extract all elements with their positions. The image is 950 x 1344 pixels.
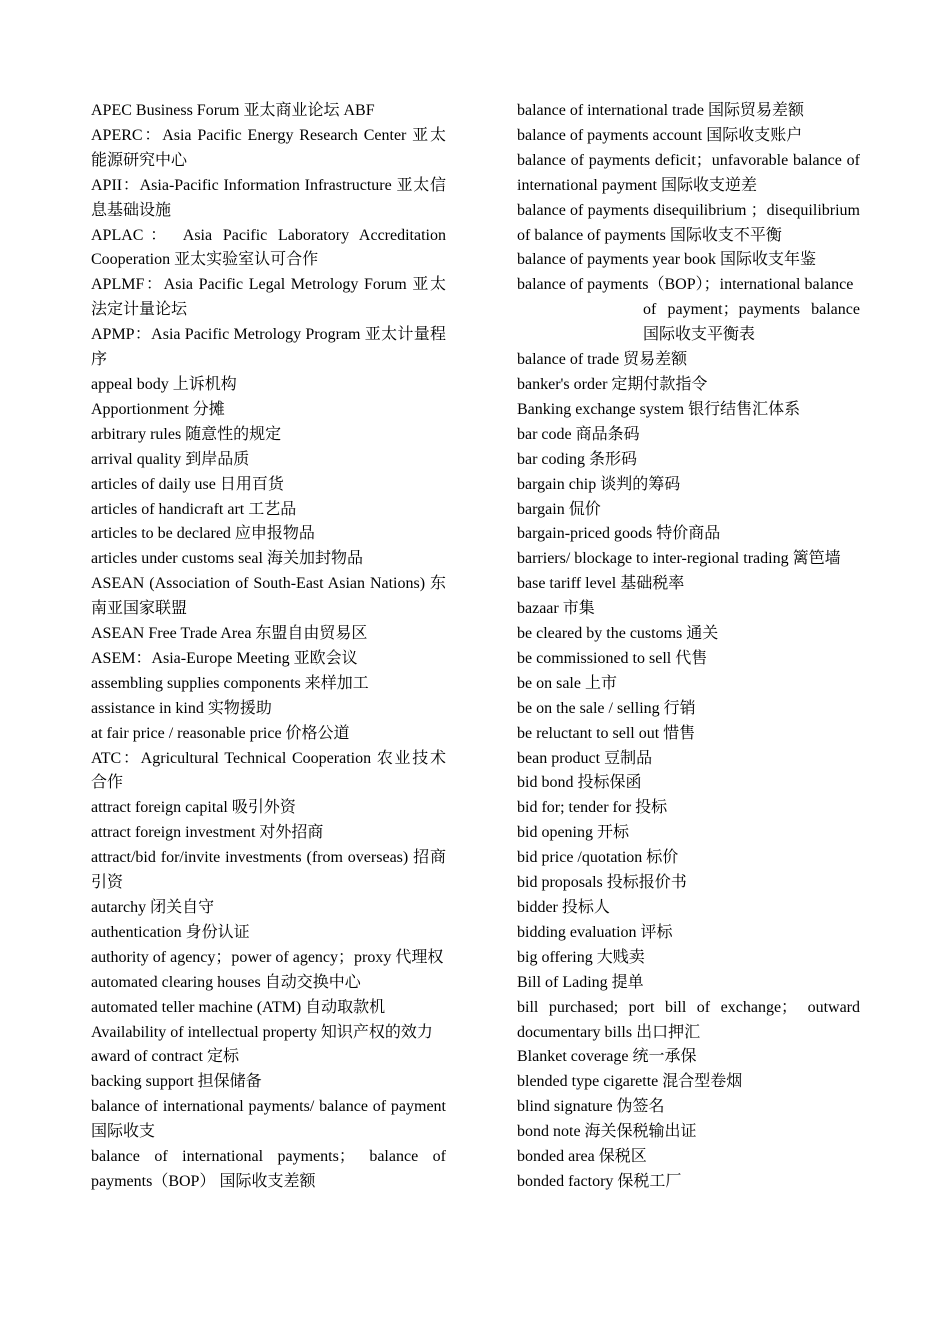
glossary-entry: backing support 担保储备 [91, 1073, 262, 1091]
glossary-entry: autarchy 闭关自守 [91, 899, 215, 916]
glossary-entry: be commissioned to sell 代售 [517, 649, 708, 667]
glossary-entry: be on sale 上市 [517, 674, 617, 692]
glossary-entry: banker's order 定期付款指令 [517, 375, 708, 393]
glossary-entry: Availability of intellectual property 知识产权的效力 [91, 1023, 433, 1041]
glossary-entry: ASEAN Free Trade Area 东盟自由贸易区 [91, 625, 368, 643]
glossary-entry: APMP：Asia Pacific Metrology Program 亚太计量程序 [91, 326, 446, 369]
glossary-entry: bargain-priced goods 特价商品 [517, 525, 721, 543]
glossary-entry: bonded factory 保税工厂 [517, 1172, 682, 1190]
glossary-entry: Banking exchange system 银行结售汇体系 [517, 400, 801, 418]
glossary-entry: arrival quality 到岸品质 [91, 450, 250, 468]
glossary-entry: APEC Business Forum 亚太商业论坛 ABF [91, 102, 375, 119]
glossary-entry: big offering 大贱卖 [517, 948, 645, 966]
glossary-entry: bargain 侃价 [517, 500, 601, 518]
glossary-entry: bargain chip 谈判的筹码 [517, 475, 681, 493]
glossary-entry: balance of payments year book 国际收支年鉴 [517, 251, 817, 269]
glossary-entry: bonded area 保税区 [517, 1148, 647, 1166]
glossary-entry: APII：Asia-Pacific Information Infrastructure 亚太信息基础设施 [91, 176, 446, 219]
glossary-entry: bidding evaluation 评标 [517, 923, 673, 941]
glossary-entry: balance of international trade 国际贸易差额 [517, 102, 805, 119]
glossary-entry: bidder 投标人 [517, 899, 610, 916]
glossary-entry: Blanket coverage 统一承保 [517, 1048, 697, 1066]
glossary-entry: balance of international payments； balance of payments（BOP） 国际收支差额 [91, 1148, 446, 1190]
glossary-entry: blended type cigarette 混合型卷烟 [517, 1073, 743, 1091]
glossary-entry: balance of payments account 国际收支账户 [517, 126, 803, 144]
glossary-entry: be reluctant to sell out 惜售 [517, 724, 696, 742]
glossary-entry: balance of trade 贸易差额 [517, 351, 688, 369]
glossary-entry: bid opening 开标 [517, 824, 629, 842]
glossary-entry: bid bond 投标保函 [517, 774, 642, 792]
glossary-entry: bond note 海关保税输出证 [517, 1123, 697, 1141]
glossary-entry: authentication 身份认证 [91, 923, 250, 941]
glossary-entry: balance of payments disequilibrium ；disequilibrium of balance of payments 国际收支不平衡 [517, 201, 860, 244]
glossary-entry: be cleared by the customs 通关 [517, 625, 719, 643]
glossary-entry: automated clearing houses 自动交换中心 [91, 973, 361, 991]
glossary-entry: bid price /quotation 标价 [517, 849, 679, 867]
glossary-entry: be on the sale / selling 行销 [517, 699, 696, 717]
glossary-entry: ASEAN (Association of South-East Asian Nations) 东南亚国家联盟 [91, 575, 446, 618]
glossary-entry: assembling supplies components 来样加工 [91, 674, 369, 692]
glossary-entry: base tariff level 基础税率 [517, 575, 685, 593]
glossary-entry: assistance in kind 实物援助 [91, 699, 272, 717]
glossary-entry: automated teller machine (ATM) 自动取款机 [91, 998, 386, 1016]
glossary-entry: bean product 豆制品 [517, 749, 653, 767]
glossary-entry: bar coding 条形码 [517, 450, 637, 468]
right-column [517, 99, 860, 1195]
glossary-entry: APLMF：Asia Pacific Legal Metrology Forum 亚太法定计量论坛 [91, 276, 446, 319]
glossary-entry: balance of payments（BOP）；international balance [517, 276, 854, 294]
glossary-entry: appeal body 上诉机构 [91, 375, 237, 393]
glossary-entry: of payment；payments balance 国际收支平衡表 [643, 301, 860, 344]
glossary-entry: bill purchased; port bill of exchange； outward documentary bills 出口押汇 [517, 998, 860, 1041]
glossary-entry: APLAC： Asia Pacific Laboratory Accreditation Cooperation 亚太实验室认可合作 [91, 226, 446, 269]
glossary-entry: articles of daily use 日用百货 [91, 475, 284, 493]
glossary-entry: balance of international payments/ balance of payment 国际收支 [91, 1098, 446, 1141]
glossary-entry: authority of agency；power of agency；proxy 代理权 [91, 948, 444, 966]
glossary-entry: blind signature 伪签名 [517, 1098, 665, 1116]
glossary-entry: articles of handicraft art 工艺品 [91, 500, 297, 518]
glossary-entry: articles under customs seal 海关加封物品 [91, 550, 363, 568]
glossary-entry: attract foreign investment 对外招商 [91, 824, 324, 842]
glossary-entry: Apportionment 分摊 [91, 400, 225, 418]
glossary-entry: bar code 商品条码 [517, 425, 640, 443]
glossary-entry: ATC：Agricultural Technical Cooperation 农业技术合作 [91, 749, 446, 792]
glossary-entry: attract/bid for/invite investments (from overseas) 招商引资 [91, 849, 446, 892]
glossary-entry: arbitrary rules 随意性的规定 [91, 425, 282, 443]
left-column [91, 99, 446, 1195]
glossary-entry: award of contract 定标 [91, 1048, 239, 1066]
glossary-entry: APERC：Asia Pacific Energy Research Center 亚太能源研究中心 [91, 126, 446, 169]
glossary-entry: balance of payments deficit；unfavorable balance of international payment 国际收支逆差 [517, 151, 860, 194]
glossary-entry: bazaar 市集 [517, 600, 595, 618]
glossary-entry: articles to be declared 应申报物品 [91, 525, 315, 543]
glossary-entry: Bill of Lading 提单 [517, 973, 644, 991]
glossary-entry: barriers/ blockage to inter-regional trading 篱笆墙 [517, 550, 841, 568]
glossary-entry: at fair price / reasonable price 价格公道 [91, 724, 350, 742]
glossary-entry: attract foreign capital 吸引外资 [91, 799, 296, 817]
glossary-entry: bid proposals 投标报价书 [517, 874, 687, 892]
glossary-entry: ASEM：Asia-Europe Meeting 亚欧会议 [91, 649, 358, 667]
glossary-entry: bid for; tender for 投标 [517, 799, 668, 817]
